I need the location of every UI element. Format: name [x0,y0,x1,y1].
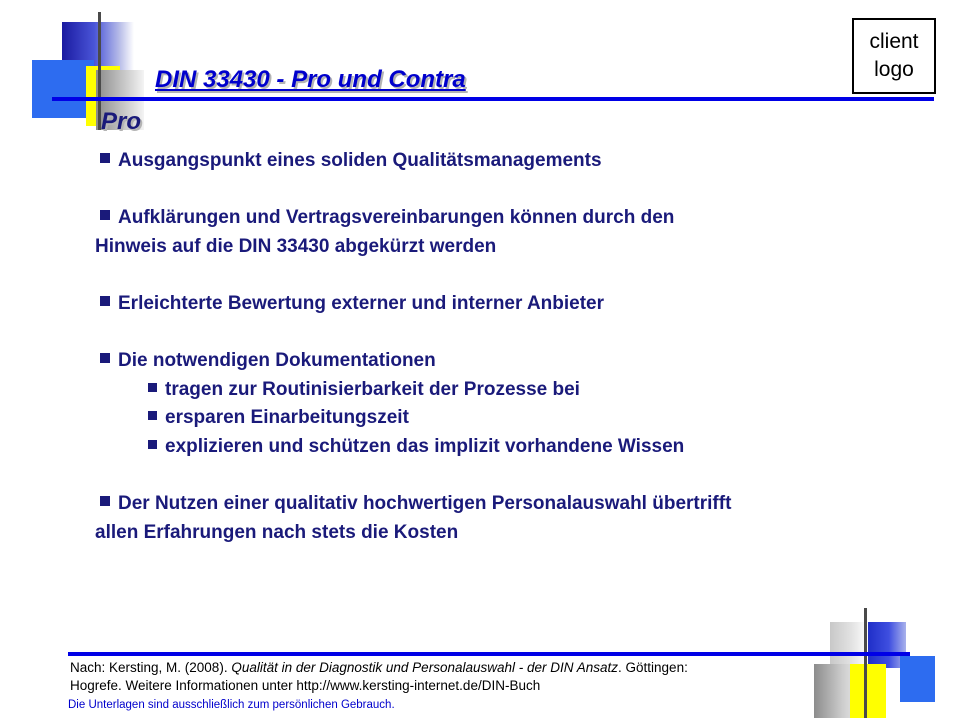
point-4-sub-2 [148,404,409,432]
point-4-text: Die notwendigen Dokumentationen [118,350,436,371]
point-5-continued [95,519,458,547]
point-3 [100,290,604,318]
client-logo [852,18,936,94]
source-line2: Hogrefe. Weitere Informationen unter http://www.kersting-internet.de/DIN-Buch [70,678,541,693]
point-2-line1: Aufklärungen und Vertragsvereinbarungen können durch den [118,207,675,228]
bullet-icon [100,353,110,363]
point-1-text: Ausgangspunkt eines soliden Qualitätsmanagements [118,150,602,171]
point-3-text: Erleichterte Bewertung externer und interner Anbieter [118,293,605,314]
decor-square-blue [32,60,94,118]
sub-bullet-icon [148,411,157,420]
bullet-icon [100,296,110,306]
point-1 [100,147,602,175]
point-2-continued [95,233,496,261]
point-4-sub-1-text: tragen zur Routinisierbarkeit der Prozesse bei [165,379,580,400]
client-logo-line2: logo [874,58,914,81]
decor-square-light-gray [830,622,868,668]
source-citation [70,659,688,695]
point-4-sub-3 [148,433,684,461]
point-4 [100,347,436,375]
sub-bullet-icon [148,440,157,449]
decor-vertical-line [864,608,867,718]
client-logo-line1: client [869,30,919,53]
slide-title: DIN 33430 - Pro und Contra [155,66,466,93]
point-5-line1: Der Nutzen einer qualitativ hochwertigen Personalauswahl übertrifft [118,493,732,514]
sub-bullet-icon [148,383,157,392]
point-2-line2: Hinweis auf die DIN 33430 abgekürzt werden [95,236,497,257]
usage-disclaimer: Die Unterlagen sind ausschließlich zum persönlichen Gebrauch. [68,699,395,711]
source-prefix: Nach: Kersting, M. (2008). [70,660,232,675]
point-4-sub-2-text: ersparen Einarbeitungszeit [165,407,409,428]
section-heading: Pro [101,108,142,135]
point-5-line2: allen Erfahrungen nach stets die Kosten [95,522,459,543]
point-5 [100,490,731,518]
decor-square-yellow [850,664,886,718]
title-rule [52,97,934,101]
source-book-title: Qualität in der Diagnostik und Personalauswahl - der DIN Ansatz [231,660,619,675]
bullet-icon [100,496,110,506]
point-4-sub-3-text: explizieren und schützen das implizit vorhandene Wissen [165,436,685,457]
source-suffix: . Göttingen: [618,660,688,675]
bullet-icon [100,153,110,163]
bullet-icon [100,210,110,220]
point-4-sub-1 [148,376,580,404]
point-2 [100,204,674,232]
decor-square-blue [900,656,935,702]
footer-rule [68,652,910,656]
